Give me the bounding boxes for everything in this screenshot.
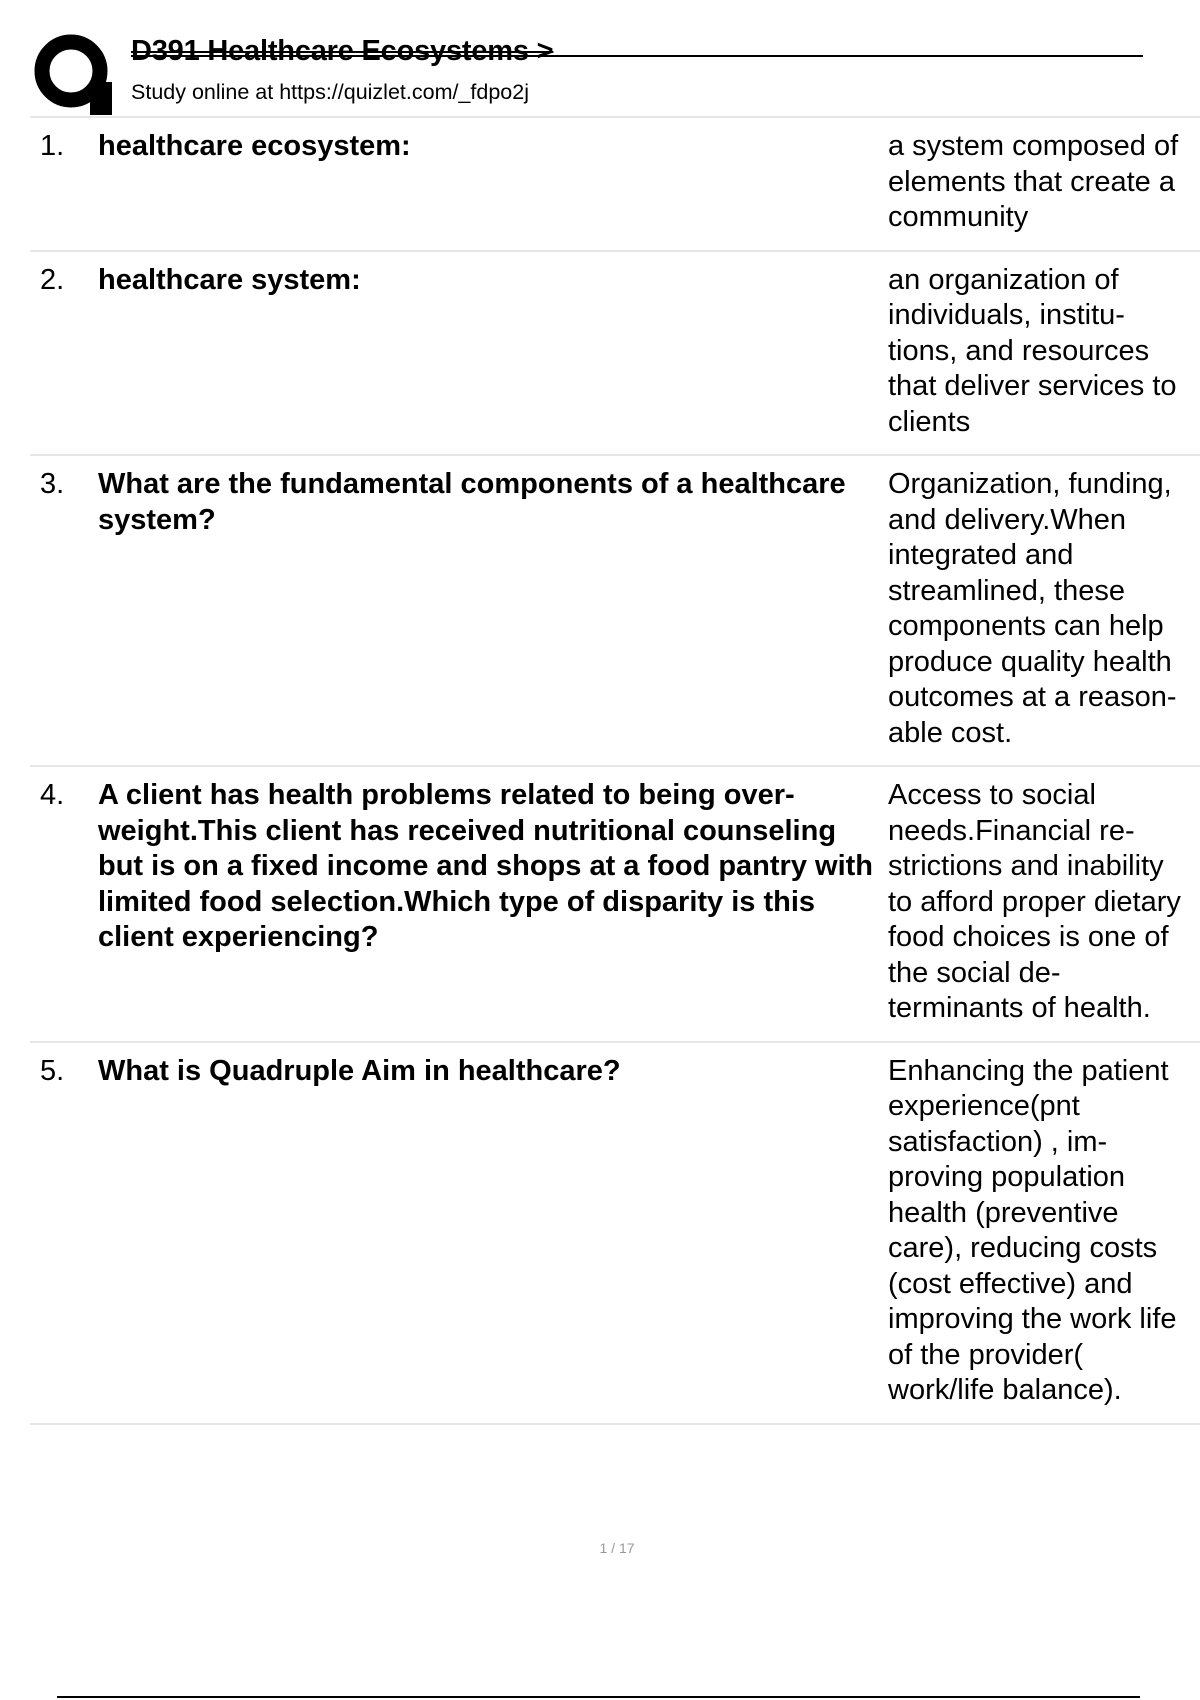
footer-rule: [57, 1696, 1140, 1698]
card-term: What are the fundamental components of a healthcare system?: [98, 468, 846, 536]
flashcard-list: [30, 116, 1200, 1425]
flashcard-row: [30, 1043, 1200, 1425]
set-title: D391 Healthcare Ecosystems >: [131, 35, 554, 67]
card-number: 3.: [40, 468, 65, 500]
flashcard-row: [30, 456, 1200, 767]
flashcard-row: [30, 252, 1200, 457]
quizlet-q-logo-icon: [32, 32, 116, 116]
card-number: 4.: [40, 779, 65, 811]
card-definition: Access to social needs.Financial restrictions and inability to afford proper dietary food choices is one of the social determinants of health.: [888, 779, 1181, 1024]
card-number: 2.: [40, 263, 65, 296]
page-header: [30, 30, 1140, 112]
card-term: healthcare ecosystem:: [98, 130, 411, 162]
card-definition: a system composed of elements that create a community: [888, 130, 1179, 233]
card-term: A client has health problems related to being overweight.This client has received nutritional counseling but is on a fixed income and shops at a food pantry with limited food selection.Which type of disparity is this client experiencing?: [98, 779, 874, 953]
card-term: What is Quadruple Aim in healthcare?: [98, 1054, 621, 1087]
page-indicator: 1 / 17: [599, 1540, 635, 1556]
card-number: 5.: [40, 1054, 65, 1087]
flashcard-row: [30, 767, 1200, 1043]
card-term: healthcare system:: [98, 263, 361, 296]
card-definition: Enhancing the patient experience(pnt satisfaction) , improving population health (preventive care), reducing costs (cost effective) and improving the work life of the provider( work/life balance).: [888, 1054, 1177, 1406]
card-number: 1.: [40, 130, 65, 162]
flashcard-row: [30, 118, 1200, 252]
card-definition: Organization, funding, and delivery.When integrated and streamlined, these components can help produce quality health outcomes at a reasonable cost.: [888, 468, 1177, 749]
card-definition: an organization of individuals, institutions, and resources that deliver services to clients: [888, 263, 1177, 438]
study-online-link[interactable]: Study online at https://quizlet.com/_fdpo2j: [131, 80, 529, 104]
